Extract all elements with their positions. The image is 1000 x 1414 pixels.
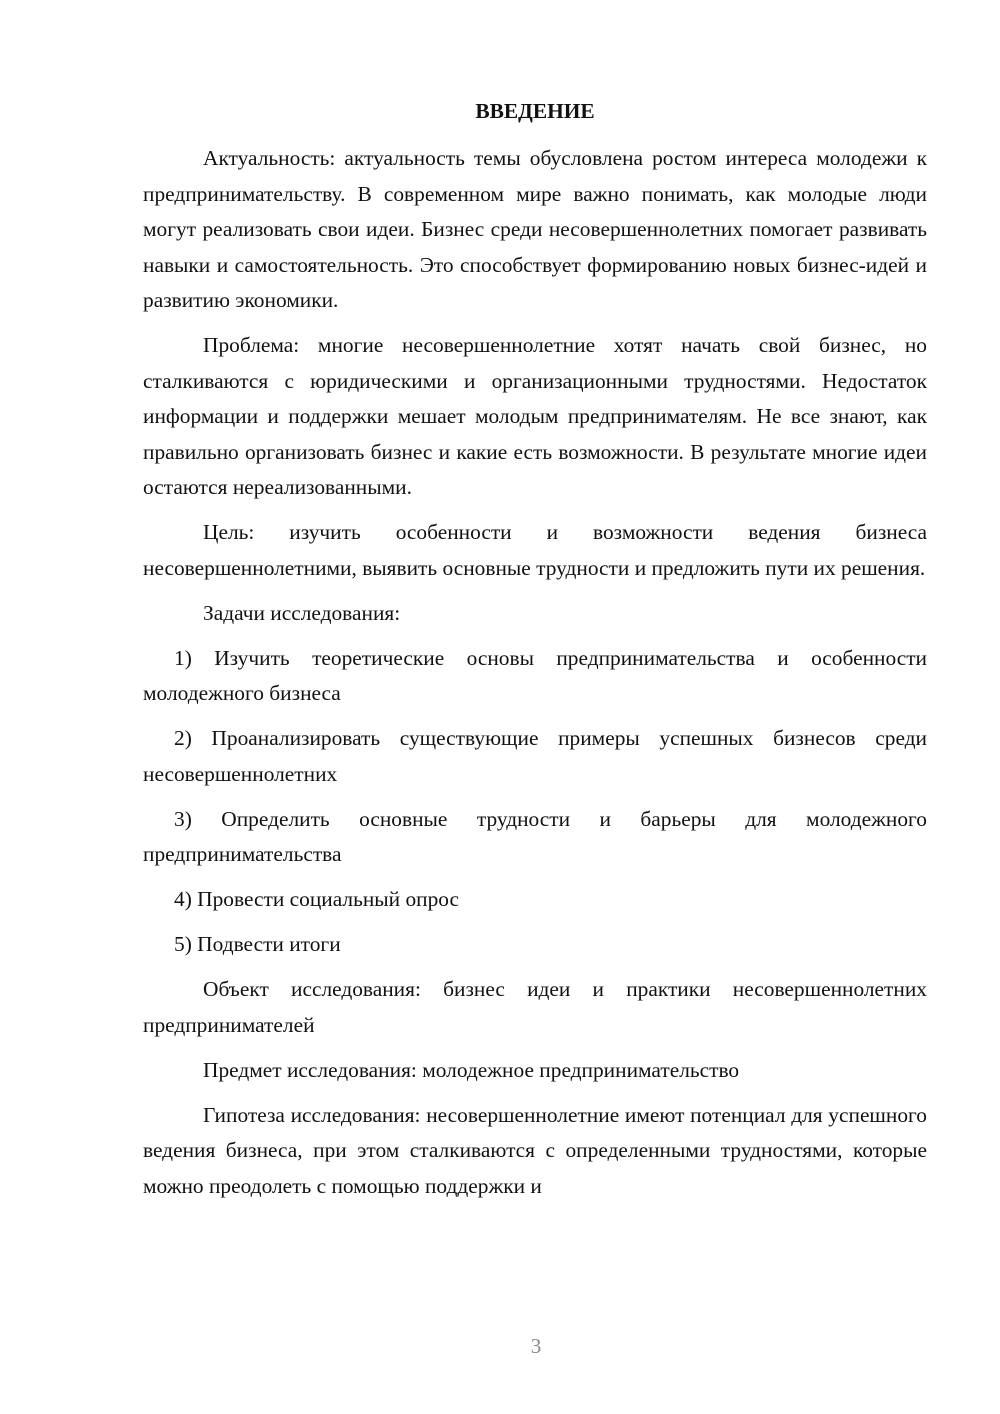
hypothesis-paragraph: Гипотеза исследования: несовершеннолетние имеют потенциал для успешного ведения бизнеса, при этом сталкиваются с определенными трудностями, которые можно преодолеть с помощью поддержки и bbox=[143, 1102, 927, 1198]
task-item-4: 4) Провести социальный опрос bbox=[174, 887, 460, 911]
section-title: ВВЕДЕНИЕ bbox=[475, 99, 595, 123]
goal-paragraph: Цель: изучить особенности и возможности ведения бизнеса несовершеннолетними, выявить основные трудности и предложить пути их решения. bbox=[143, 520, 927, 580]
object-paragraph: Объект исследования: бизнес идеи и практики несовершеннолетних предпринимателей bbox=[143, 977, 927, 1037]
document-page bbox=[143, 98, 927, 1214]
task-item-1: 1) Изучить теоретические основы предпринимательства и особенности молодежного бизнеса bbox=[143, 645, 927, 705]
problem-paragraph: Проблема: многие несовершеннолетние хотят начать свой бизнес, но сталкиваются с юридическими и организационными трудностями. Недостаток информации и поддержки мешает молодым предпринимателям. Не все знают, как правильно организовать бизнес и какие есть возможности. В результате многие идеи остаются нереализованными. bbox=[143, 333, 927, 499]
subject-paragraph: Предмет исследования: молодежное предпринимательство bbox=[203, 1057, 740, 1082]
page-number: 3 bbox=[530, 1334, 542, 1358]
task-item-3: 3) Определить основные трудности и барьеры для молодежного предпринимательства bbox=[143, 806, 927, 866]
task-item-2: 2) Проанализировать существующие примеры успешных бизнесов среди несовершеннолетних bbox=[143, 726, 927, 786]
task-item-5: 5) Подвести итоги bbox=[174, 932, 341, 956]
relevance-paragraph: Актуальность: актуальность темы обусловлена ростом интереса молодежи к предпринимательству. В современном мире важно понимать, как молодые люди могут реализовать свои идеи. Бизнес среди несовершеннолетних помогает развивать навыки и самостоятельность. Это способствует формированию новых бизнес-идей и развитию экономики. bbox=[143, 146, 927, 312]
tasks-heading: Задачи исследования: bbox=[203, 600, 401, 625]
